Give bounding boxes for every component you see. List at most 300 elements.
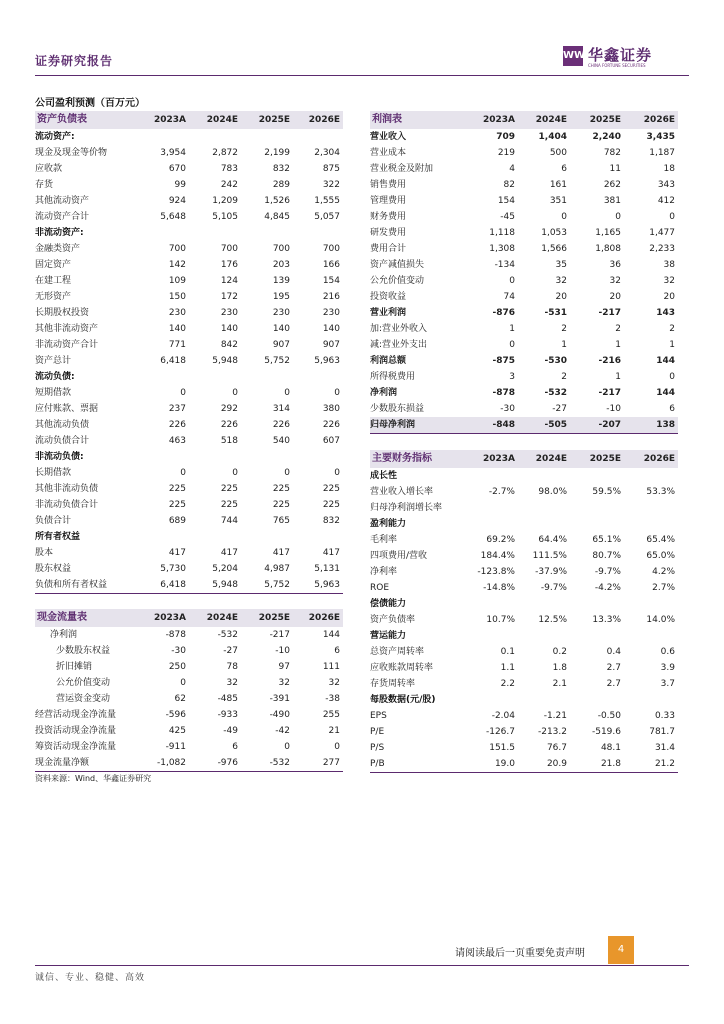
row-value: -519.6 [591, 727, 621, 737]
row-value: 32 [555, 276, 567, 286]
row-value: 216 [322, 292, 340, 302]
row-value: 1,555 [314, 196, 340, 206]
row-value: 13.3% [592, 615, 621, 625]
row-value: 380 [322, 404, 340, 414]
table-row [370, 193, 678, 209]
table-row [35, 337, 343, 353]
row-value: -217 [598, 308, 621, 318]
row-value: 226 [220, 420, 238, 430]
column-header: 2025E [589, 115, 621, 125]
table-row [370, 385, 678, 401]
row-label: 净利润 [370, 388, 398, 398]
disclaimer-link[interactable]: 请阅读最后一页重要免责声明 [455, 948, 585, 959]
table-header [370, 450, 678, 468]
row-value: 82 [503, 180, 515, 190]
row-label: 固定资产 [35, 260, 72, 270]
row-value: 166 [322, 260, 340, 270]
row-value: 69.2% [486, 535, 515, 545]
row-value: 2 [615, 324, 621, 334]
row-label: EPS [370, 711, 387, 721]
row-label: 营业收入 [370, 132, 407, 142]
row-value: 2,233 [649, 244, 675, 254]
row-value: 226 [322, 420, 340, 430]
row-value: 1 [561, 340, 567, 350]
row-value: 292 [220, 404, 238, 414]
row-value: -875 [492, 356, 515, 366]
row-value: 4,987 [264, 564, 290, 574]
row-value: 225 [272, 484, 290, 494]
row-label: 存货周转率 [370, 679, 416, 689]
table-header [35, 111, 343, 129]
row-value: 0 [232, 388, 238, 398]
row-label: 每股数据(元/股) [370, 695, 436, 705]
row-label: 资产总计 [35, 356, 72, 366]
page-title: 公司盈利预测（百万元） [35, 98, 145, 109]
row-value: 0 [180, 388, 186, 398]
row-label: 加:营业外收入 [370, 324, 428, 334]
table-row [35, 659, 343, 675]
row-label: 四项费用/营收 [370, 551, 428, 561]
footer-divider [35, 965, 689, 966]
row-value: 48.1 [600, 743, 621, 753]
table-row [35, 129, 343, 145]
row-value: 1,808 [595, 244, 621, 254]
row-value: 0.33 [654, 711, 675, 721]
table-bottom-rule [35, 771, 343, 772]
row-label: 管理费用 [370, 196, 407, 206]
table-row [370, 353, 678, 369]
row-value: -531 [544, 308, 567, 318]
row-value: 5,648 [160, 212, 186, 222]
row-value: 700 [322, 244, 340, 254]
table-row [35, 177, 343, 193]
column-header: 2025E [589, 454, 621, 464]
table-row [35, 257, 343, 273]
table-row [35, 273, 343, 289]
row-label: 短期借款 [35, 388, 72, 398]
row-value: 138 [656, 420, 675, 430]
report-type-label: 证券研究报告 [35, 54, 114, 68]
table-row [370, 628, 678, 644]
row-value: 225 [220, 500, 238, 510]
page-number-badge: 4 [608, 936, 634, 964]
row-value: 700 [272, 244, 290, 254]
row-value: 20 [609, 292, 621, 302]
row-value: 417 [168, 548, 186, 558]
table-row [35, 577, 343, 593]
row-value: -596 [165, 710, 186, 720]
table-row [370, 177, 678, 193]
row-value: 5,948 [212, 580, 238, 590]
logo-mark-icon: WW [563, 46, 583, 66]
table-row [370, 305, 678, 321]
table-row [35, 417, 343, 433]
table-row [35, 627, 343, 643]
row-value: 277 [322, 758, 340, 768]
financial-ratios-table [370, 450, 678, 773]
row-label: 无形资产 [35, 292, 72, 302]
row-value: 5,057 [314, 212, 340, 222]
row-value: 5,204 [212, 564, 238, 574]
row-label: 折旧摊销 [56, 662, 93, 672]
row-label: 长期股权投资 [35, 308, 90, 318]
row-value: 924 [168, 196, 186, 206]
row-value: -213.2 [537, 727, 567, 737]
table-row [370, 548, 678, 564]
row-value: 783 [220, 164, 238, 174]
row-value: -37.9% [535, 567, 567, 577]
row-value: 65.1% [592, 535, 621, 545]
row-value: 4,845 [264, 212, 290, 222]
row-value: 463 [168, 436, 186, 446]
column-header: 2026E [643, 115, 675, 125]
row-value: 2,240 [592, 132, 621, 142]
row-value: 6 [232, 742, 238, 752]
table-row [370, 225, 678, 241]
table-row [35, 561, 343, 577]
row-value: 5,131 [314, 564, 340, 574]
column-header: 2024E [206, 613, 238, 623]
row-value: 832 [322, 516, 340, 526]
row-value: 0 [561, 212, 567, 222]
column-header: 2024E [535, 454, 567, 464]
row-value: 144 [322, 630, 340, 640]
table-header [370, 111, 678, 129]
row-value: -1.21 [543, 711, 567, 721]
row-value: 2 [669, 324, 675, 334]
table-row [35, 513, 343, 529]
row-value: 417 [322, 548, 340, 558]
table-row [35, 385, 343, 401]
row-value: 32 [328, 678, 340, 688]
row-value: 32 [226, 678, 238, 688]
table-row [370, 484, 678, 500]
table-row [370, 756, 678, 772]
row-value: 2 [561, 372, 567, 382]
row-value: 700 [220, 244, 238, 254]
row-value: 230 [272, 308, 290, 318]
row-value: -14.8% [483, 583, 515, 593]
table-row [370, 612, 678, 628]
row-value: 907 [322, 340, 340, 350]
row-value: 32 [609, 276, 621, 286]
row-label: 现金及现金等价物 [35, 148, 108, 158]
row-value: 2,199 [264, 148, 290, 158]
table-row [35, 209, 343, 225]
table-bottom-rule [370, 772, 678, 773]
row-value: 20 [663, 292, 675, 302]
table-row [370, 564, 678, 580]
row-value: 0 [284, 388, 290, 398]
table-row [35, 449, 343, 465]
row-value: 314 [272, 404, 290, 414]
row-value: 1,209 [212, 196, 238, 206]
column-header: 2023A [153, 613, 186, 623]
row-label: 其他非流动负债 [35, 484, 99, 494]
table-row [35, 369, 343, 385]
row-label: 流动资产合计 [35, 212, 90, 222]
row-value: -27 [552, 404, 567, 414]
row-value: 144 [656, 388, 675, 398]
row-value: 5,752 [264, 580, 290, 590]
row-value: 2.1 [552, 679, 567, 689]
row-value: 0 [334, 468, 340, 478]
row-label: 金融类资产 [35, 244, 81, 254]
row-value: 38 [663, 260, 675, 270]
row-value: 2.2 [500, 679, 515, 689]
row-value: 2 [561, 324, 567, 334]
row-value: 518 [220, 436, 238, 446]
row-value: 5,963 [314, 356, 340, 366]
row-value: 143 [656, 308, 675, 318]
row-value: 425 [168, 726, 186, 736]
row-value: 111 [322, 662, 340, 672]
row-value: -27 [223, 646, 238, 656]
row-label: 少数股东权益 [56, 646, 111, 656]
row-label: 营业收入增长率 [370, 487, 434, 497]
row-label: 投资活动现金净流量 [35, 726, 117, 736]
table-row [370, 209, 678, 225]
row-label: 应收款 [35, 164, 63, 174]
table-row [370, 724, 678, 740]
table-bottom-rule [35, 593, 343, 594]
row-value: 0 [669, 372, 675, 382]
row-value: 782 [603, 148, 621, 158]
table-row [370, 241, 678, 257]
row-value: -207 [598, 420, 621, 430]
row-value: 3.9 [660, 663, 675, 673]
row-value: 255 [322, 710, 340, 720]
row-label: 长期借款 [35, 468, 72, 478]
row-value: 289 [272, 180, 290, 190]
row-value: -505 [544, 420, 567, 430]
row-value: -530 [544, 356, 567, 366]
row-value: 765 [272, 516, 290, 526]
table-row [35, 353, 343, 369]
row-label: 非流动资产: [35, 228, 84, 238]
row-value: 6,418 [160, 356, 186, 366]
table-row [35, 675, 343, 691]
row-value: -45 [500, 212, 515, 222]
row-value: 1.8 [552, 663, 567, 673]
row-value: 343 [657, 180, 675, 190]
row-value: 322 [322, 180, 340, 190]
row-value: 5,105 [212, 212, 238, 222]
row-value: -485 [217, 694, 238, 704]
row-value: 0.6 [660, 647, 675, 657]
row-value: 2.7% [652, 583, 675, 593]
row-label: P/E [370, 727, 385, 737]
row-value: 176 [220, 260, 238, 270]
row-value: 381 [603, 196, 621, 206]
row-value: 59.5% [592, 487, 621, 497]
table-row [35, 145, 343, 161]
table-row [35, 225, 343, 241]
row-value: -217 [269, 630, 290, 640]
row-value: 262 [603, 180, 621, 190]
row-label: 成长性 [370, 471, 398, 481]
row-value: 0.4 [606, 647, 621, 657]
row-label: 流动负债: [35, 372, 75, 382]
row-value: 154 [497, 196, 515, 206]
row-value: -49 [223, 726, 238, 736]
row-value: 4.2% [652, 567, 675, 577]
table-row [370, 660, 678, 676]
row-value: -126.7 [485, 727, 515, 737]
row-label: 营业成本 [370, 148, 407, 158]
table-row [35, 433, 343, 449]
row-value: 12.5% [538, 615, 567, 625]
row-value: 6 [561, 164, 567, 174]
table-row [370, 289, 678, 305]
row-value: 3,954 [160, 148, 186, 158]
table-row [370, 273, 678, 289]
row-value: 0 [180, 468, 186, 478]
row-value: 14.0% [646, 615, 675, 625]
row-value: 98.0% [538, 487, 567, 497]
logo-name-cn: 华鑫证券 [588, 46, 653, 64]
row-value: 242 [220, 180, 238, 190]
row-value: 1,526 [264, 196, 290, 206]
table-row [35, 691, 343, 707]
table-row [370, 257, 678, 273]
row-value: 744 [220, 516, 238, 526]
row-value: 230 [220, 308, 238, 318]
table-row [370, 580, 678, 596]
row-value: -216 [598, 356, 621, 366]
row-label: 现金流量净额 [35, 758, 90, 768]
table-row [370, 401, 678, 417]
table-row [370, 129, 678, 145]
row-value: 99 [174, 180, 186, 190]
balance-sheet-table [35, 111, 343, 594]
row-label: 股东权益 [35, 564, 72, 574]
row-value: 1,308 [489, 244, 515, 254]
table-row [35, 401, 343, 417]
column-header: 2023A [482, 454, 515, 464]
row-value: 225 [168, 484, 186, 494]
row-value: 6 [669, 404, 675, 414]
row-value: 0 [284, 742, 290, 752]
row-label: 减:营业外支出 [370, 340, 428, 350]
row-value: 172 [220, 292, 238, 302]
row-label: 归母净利润 [370, 420, 416, 430]
row-value: 1 [669, 340, 675, 350]
row-label: 应收账款周转率 [370, 663, 434, 673]
table-row [35, 321, 343, 337]
row-value: -10 [275, 646, 290, 656]
row-value: 32 [278, 678, 290, 688]
table-title: 利润表 [372, 114, 402, 125]
table-row [35, 529, 343, 545]
row-label: 毛利率 [370, 535, 398, 545]
row-value: -2.04 [491, 711, 515, 721]
row-value: 154 [322, 276, 340, 286]
row-label: 存货 [35, 180, 54, 190]
row-value: -933 [217, 710, 238, 720]
row-value: 1,165 [595, 228, 621, 238]
row-label: 利润总额 [370, 356, 407, 366]
row-label: 资产负债率 [370, 615, 416, 625]
row-value: 1,566 [541, 244, 567, 254]
row-value: 0.2 [552, 647, 567, 657]
row-value: 19.0 [494, 759, 515, 769]
row-value: 0 [334, 742, 340, 752]
table-row [35, 739, 343, 755]
table-title: 现金流量表 [37, 612, 87, 623]
table-row [370, 500, 678, 516]
row-value: 500 [549, 148, 567, 158]
row-label: 筹资活动现金净流量 [35, 742, 117, 752]
row-label: 净利率 [370, 567, 398, 577]
table-row [35, 161, 343, 177]
row-value: 0 [180, 678, 186, 688]
row-value: 1 [509, 324, 515, 334]
row-value: 225 [220, 484, 238, 494]
row-value: 3.7 [660, 679, 675, 689]
row-value: 76.7 [546, 743, 567, 753]
row-value: 1 [615, 372, 621, 382]
row-value: -1,082 [156, 758, 186, 768]
row-value: 111.5% [532, 551, 567, 561]
row-label: 在建工程 [35, 276, 72, 286]
row-value: 203 [272, 260, 290, 270]
cash-flow-table [35, 609, 343, 772]
row-label: P/S [370, 743, 385, 753]
row-value: 64.4% [538, 535, 567, 545]
row-value: -38 [325, 694, 340, 704]
column-header: 2025E [258, 115, 290, 125]
row-label: ROE [370, 583, 390, 593]
table-row [35, 643, 343, 659]
row-value: 0 [334, 388, 340, 398]
row-value: 417 [272, 548, 290, 558]
row-value: -532 [269, 758, 290, 768]
row-value: -9.7% [594, 567, 621, 577]
row-value: 150 [168, 292, 186, 302]
row-value: 226 [168, 420, 186, 430]
row-value: 700 [168, 244, 186, 254]
row-value: 11 [609, 164, 621, 174]
table-title: 主要财务指标 [372, 453, 432, 464]
row-value: 10.7% [486, 615, 515, 625]
row-value: 1,118 [489, 228, 515, 238]
row-value: 1.1 [500, 663, 515, 673]
column-header: 2024E [206, 115, 238, 125]
row-value: -532 [544, 388, 567, 398]
row-value: -30 [500, 404, 515, 414]
table-header [35, 609, 343, 627]
row-value: 230 [322, 308, 340, 318]
row-label: 其他流动资产 [35, 196, 90, 206]
row-label: 销售费用 [370, 180, 407, 190]
row-value: 2.7 [606, 679, 621, 689]
row-value: 351 [549, 196, 567, 206]
row-value: 36 [609, 260, 621, 270]
row-value: 5,963 [314, 580, 340, 590]
row-value: 771 [168, 340, 186, 350]
row-value: 607 [322, 436, 340, 446]
logo-name-en: CHINA FORTUNE SECURITIES [588, 63, 646, 68]
table-row [35, 305, 343, 321]
row-value: -123.8% [477, 567, 515, 577]
row-label: 流动负债合计 [35, 436, 90, 446]
table-row [35, 465, 343, 481]
row-label: 营业利润 [370, 308, 407, 318]
row-value: -10 [606, 404, 621, 414]
row-label: 营运能力 [370, 631, 407, 641]
row-value: 35 [555, 260, 567, 270]
